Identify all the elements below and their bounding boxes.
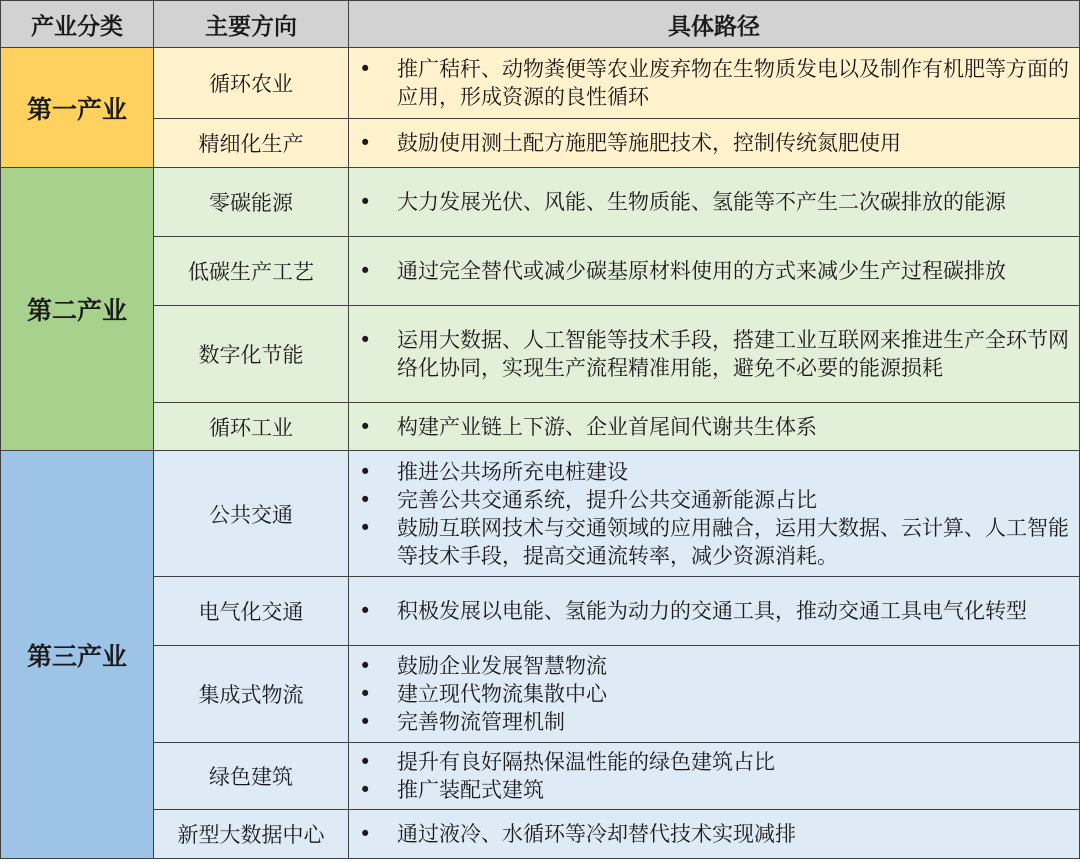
table-row xyxy=(1,306,1080,403)
path-item: • 积极发展以电能、氢能为动力的交通工具，推动交通工具电气化转型 xyxy=(349,597,1073,625)
path-item: • 构建产业链上下游、企业首尾间代谢共生体系 xyxy=(349,413,1073,441)
header-row xyxy=(1,1,1080,48)
direction-cell: 集成式物流 xyxy=(154,646,349,743)
path-cell xyxy=(349,451,1080,577)
path-cell xyxy=(349,810,1080,859)
category-primary: 第一产业 xyxy=(1,48,154,168)
table-row xyxy=(1,168,1080,237)
header-direction: 主要方向 xyxy=(154,1,349,48)
direction-cell: 数字化节能 xyxy=(154,306,349,403)
path-cell xyxy=(349,646,1080,743)
table-row xyxy=(1,48,1080,119)
direction-cell: 低碳生产工艺 xyxy=(154,237,349,306)
table-row xyxy=(1,451,1080,577)
path-cell xyxy=(349,168,1080,237)
direction-cell: 精细化生产 xyxy=(154,119,349,168)
path-item: • 提升有良好隔热保温性能的绿色建筑占比 xyxy=(349,748,1073,776)
path-item: • 推广秸秆、动物粪便等农业废弃物在生物质发电以及制作有机肥等方面的应用，形成资源的良性循环 xyxy=(349,55,1073,111)
path-item: • 运用大数据、人工智能等技术手段，搭建工业互联网来推进生产全环节网络化协同，实现生产流程精准用能，避免不必要的能源损耗 xyxy=(349,326,1073,382)
path-cell xyxy=(349,577,1080,646)
path-item: • 完善物流管理机制 xyxy=(349,708,1073,736)
path-item: • 推广装配式建筑 xyxy=(349,776,1073,804)
direction-cell: 循环工业 xyxy=(154,403,349,451)
path-cell xyxy=(349,306,1080,403)
direction-cell: 绿色建筑 xyxy=(154,743,349,810)
path-item: • 通过完全替代或减少碳基原材料使用的方式来减少生产过程碳排放 xyxy=(349,257,1073,285)
path-item: • 完善公共交通系统，提升公共交通新能源占比 xyxy=(349,486,1073,514)
header-category: 产业分类 xyxy=(1,1,154,48)
table-row xyxy=(1,646,1080,743)
path-cell xyxy=(349,48,1080,119)
table-row xyxy=(1,237,1080,306)
path-item: • 鼓励企业发展智慧物流 xyxy=(349,652,1073,680)
table-row xyxy=(1,119,1080,168)
category-tertiary: 第三产业 xyxy=(1,451,154,859)
direction-cell: 新型大数据中心 xyxy=(154,810,349,859)
direction-cell: 电气化交通 xyxy=(154,577,349,646)
path-item: • 鼓励使用测土配方施肥等施肥技术，控制传统氮肥使用 xyxy=(349,129,1073,157)
path-cell xyxy=(349,743,1080,810)
table-row xyxy=(1,810,1080,859)
path-cell xyxy=(349,403,1080,451)
table-row xyxy=(1,743,1080,810)
table-row xyxy=(1,403,1080,451)
direction-cell: 循环农业 xyxy=(154,48,349,119)
path-cell xyxy=(349,119,1080,168)
category-secondary: 第二产业 xyxy=(1,168,154,451)
path-item: • 大力发展光伏、风能、生物质能、氢能等不产生二次碳排放的能源 xyxy=(349,188,1073,216)
direction-cell: 公共交通 xyxy=(154,451,349,577)
direction-cell: 零碳能源 xyxy=(154,168,349,237)
path-item: • 通过液冷、水循环等冷却替代技术实现减排 xyxy=(349,820,1073,848)
path-item: • 鼓励互联网技术与交通领域的应用融合，运用大数据、云计算、人工智能等技术手段，提高交通流转率，减少资源消耗。 xyxy=(349,514,1073,570)
path-item: • 建立现代物流集散中心 xyxy=(349,680,1073,708)
header-path: 具体路径 xyxy=(349,1,1080,48)
table-row xyxy=(1,577,1080,646)
path-cell xyxy=(349,237,1080,306)
path-item: • 推进公共场所充电桩建设 xyxy=(349,458,1073,486)
